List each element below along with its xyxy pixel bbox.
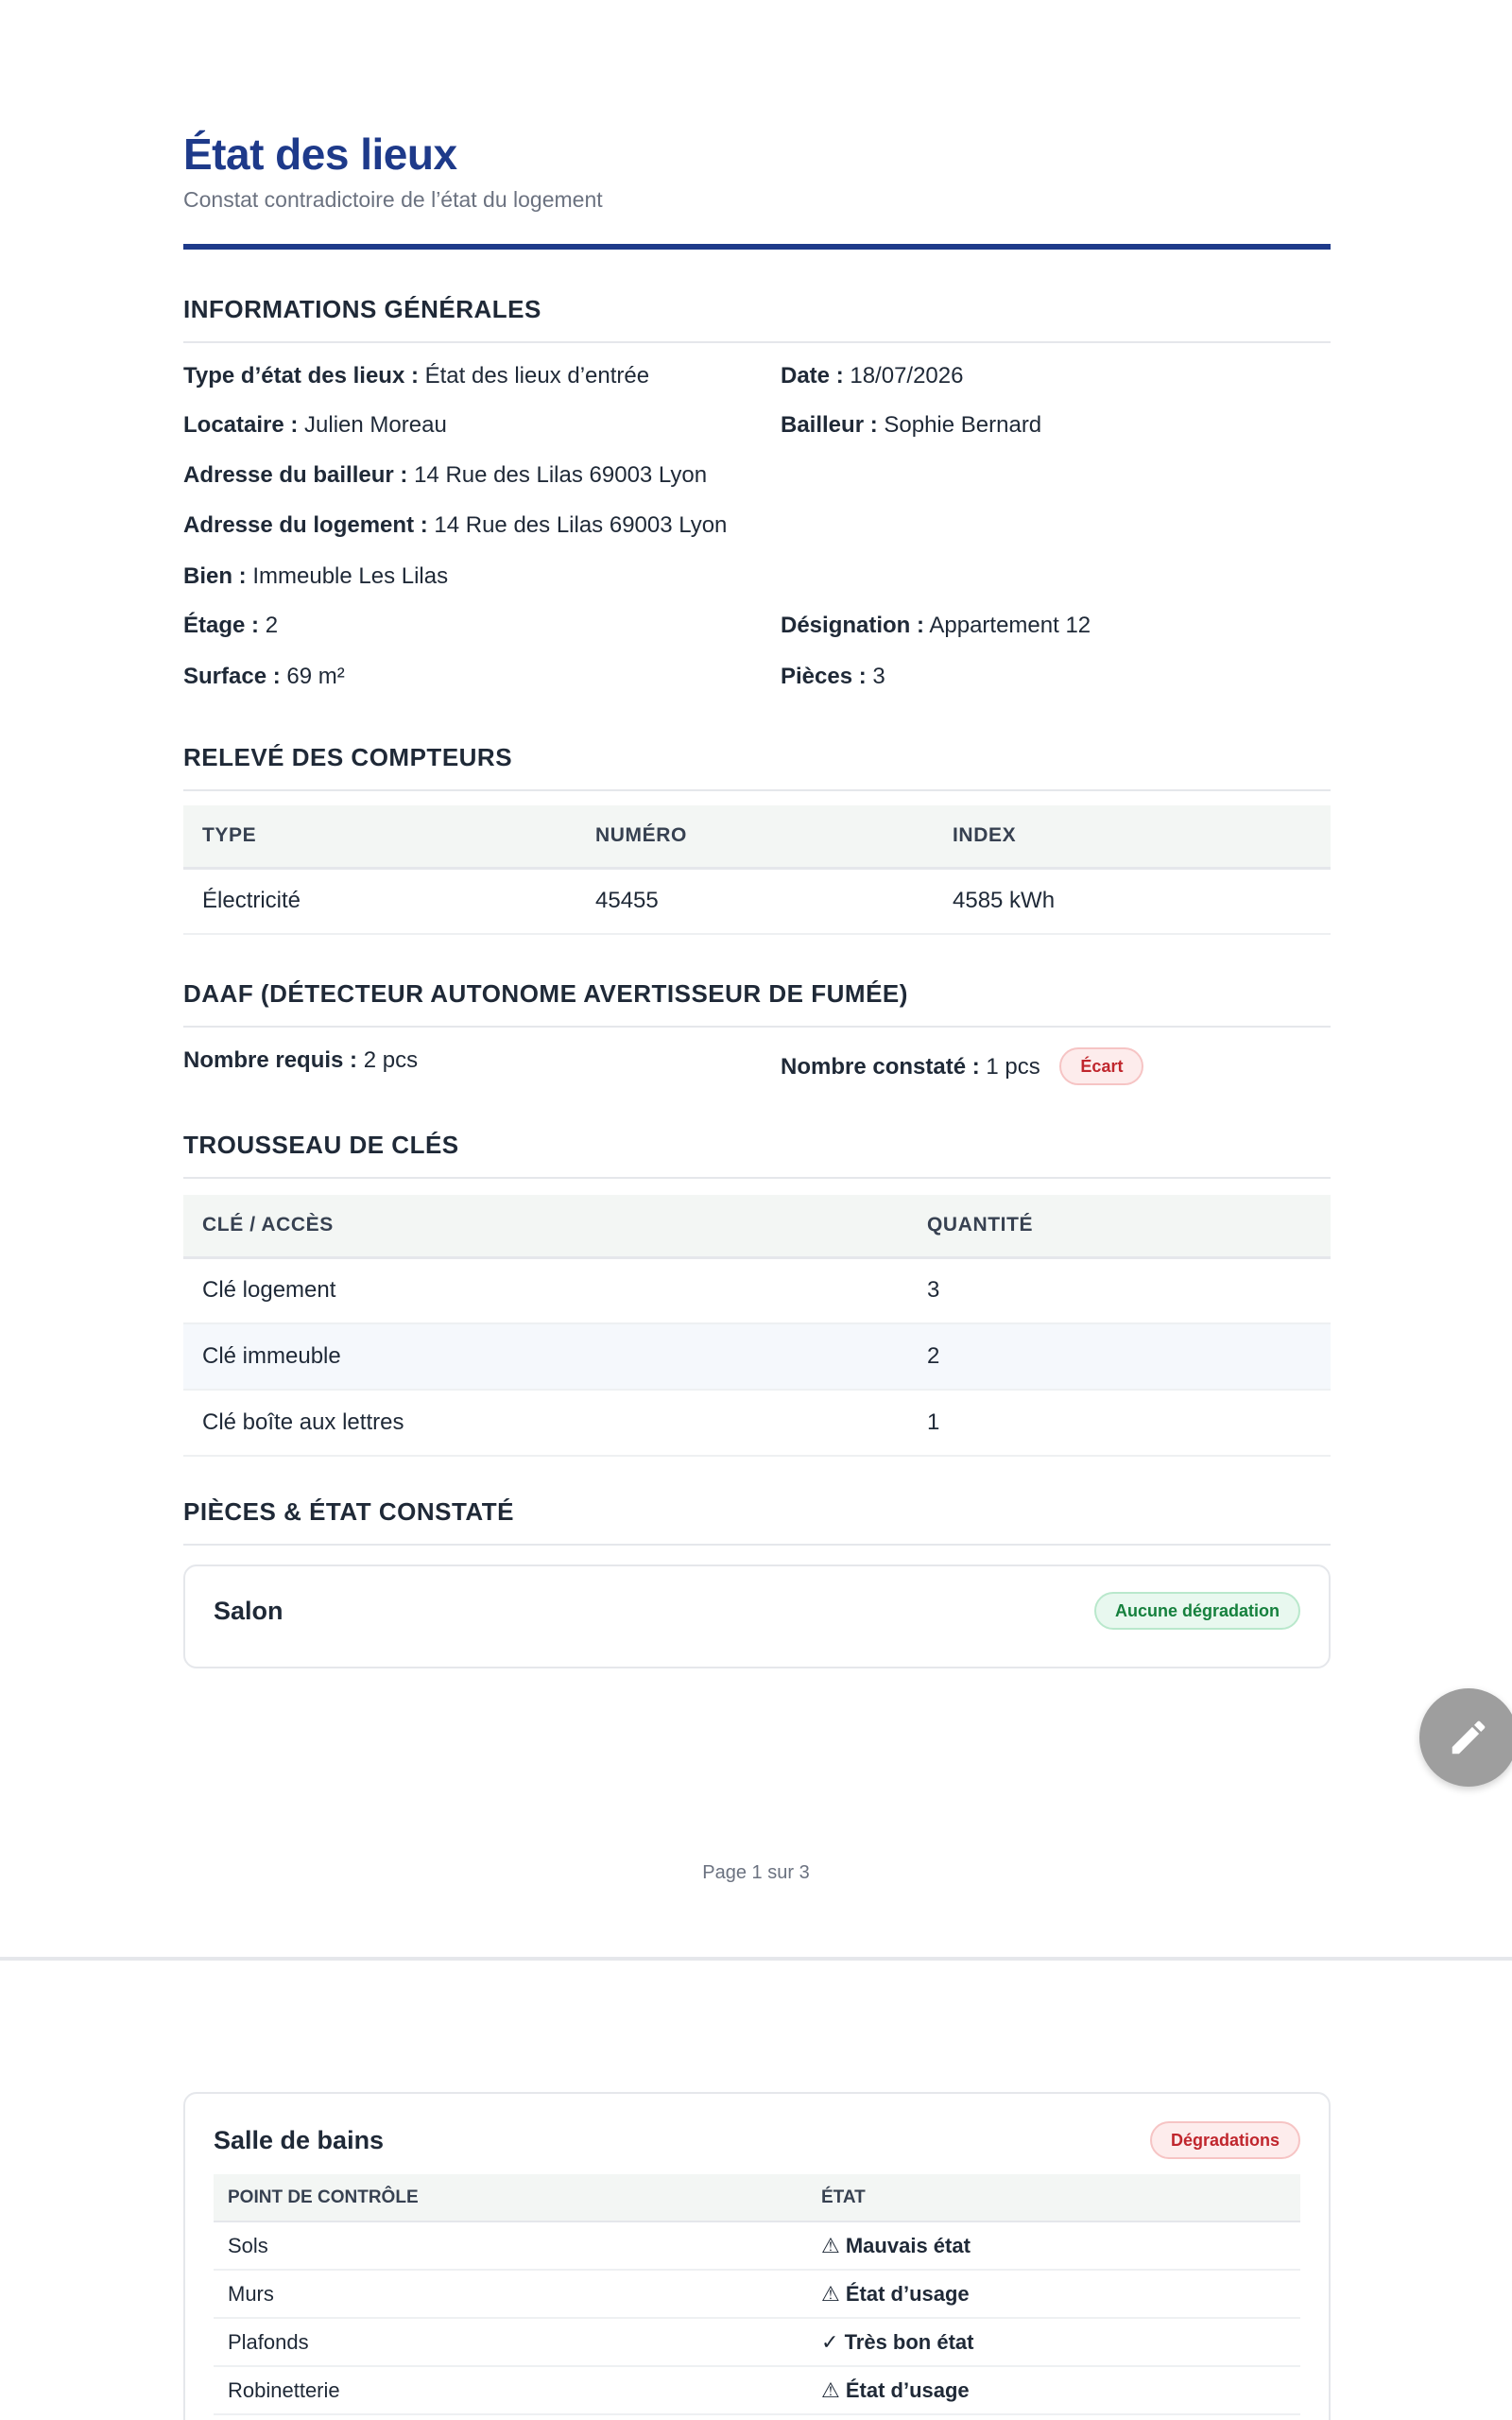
field-label: Désignation : — [781, 613, 925, 638]
section-title-general: INFORMATIONS GÉNÉRALES — [183, 295, 1331, 343]
section-title-keys: TROUSSEAU DE CLÉS — [183, 1131, 1331, 1179]
field-housing-address — [183, 512, 727, 539]
field-label: Adresse du logement : — [183, 512, 428, 538]
field-value: 2 pcs — [363, 1047, 419, 1073]
section-title-meters: RELEVÉ DES COMPTEURS — [183, 743, 1331, 791]
document-subtitle: Constat contradictoire de l’état du logement — [183, 187, 603, 212]
cell-meter-type: Électricité — [183, 868, 576, 934]
room-card-salon — [183, 1564, 1331, 1668]
field-label: Pièces : — [781, 664, 867, 689]
field-label: Étage : — [183, 613, 260, 638]
status-badge-gap: Écart — [1059, 1047, 1143, 1085]
table-row — [214, 2318, 1300, 2366]
cell-meter-index: 4585 kWh — [934, 868, 1331, 934]
column-header-index: INDEX — [934, 805, 1331, 868]
cell-key-name: Clé boîte aux lettres — [183, 1390, 908, 1456]
table-row — [183, 868, 1331, 934]
table-row — [214, 2221, 1300, 2270]
field-label: Nombre requis : — [183, 1047, 358, 1073]
state-label: État d’usage — [845, 2377, 970, 2402]
field-daaf-required — [183, 1047, 418, 1074]
section-title-daaf: DAAF (DÉTECTEUR AUTONOME AVERTISSEUR DE FUMÉE) — [183, 979, 1331, 1028]
status-badge-damages: Dégradations — [1150, 2121, 1300, 2159]
warning-icon: ⚠ — [821, 2377, 840, 2402]
column-header-state: ÉTAT — [807, 2174, 1300, 2221]
edit-button[interactable] — [1419, 1688, 1512, 1787]
column-header-number: NUMÉRO — [576, 805, 934, 868]
page-number: Page 1 sur 3 — [702, 1862, 810, 1883]
field-value: 2 — [265, 613, 279, 638]
field-value: 1 pcs — [986, 1054, 1040, 1080]
cell-state — [807, 2366, 1300, 2414]
field-date — [781, 363, 963, 389]
field-daaf-found — [781, 1047, 1143, 1085]
table-row — [183, 1257, 1331, 1323]
keys-table — [183, 1195, 1331, 1457]
cell-key-quantity: 2 — [908, 1323, 1331, 1390]
cell-key-name: Clé logement — [183, 1257, 908, 1323]
field-label: Nombre constaté : — [781, 1054, 980, 1080]
warning-icon: ⚠ — [821, 2233, 840, 2257]
field-rooms — [781, 664, 885, 690]
checks-table — [214, 2174, 1300, 2415]
field-label: Type d’état des lieux : — [183, 363, 419, 389]
column-header-key: CLÉ / ACCÈS — [183, 1195, 908, 1257]
field-value: 14 Rue des Lilas 69003 Lyon — [414, 462, 708, 488]
cell-key-quantity: 3 — [908, 1257, 1331, 1323]
field-value: Sophie Bernard — [884, 412, 1042, 438]
section-title-rooms: PIÈCES & ÉTAT CONSTATÉ — [183, 1497, 1331, 1546]
field-surface — [183, 664, 345, 690]
state-label: État d’usage — [845, 2281, 970, 2306]
state-label: Mauvais état — [845, 2233, 971, 2257]
field-label: Surface : — [183, 664, 281, 689]
cell-key-quantity: 1 — [908, 1390, 1331, 1456]
document-title: État des lieux — [183, 130, 457, 179]
table-row — [214, 2270, 1300, 2318]
check-icon: ✓ — [821, 2329, 839, 2354]
field-label: Date : — [781, 363, 844, 389]
room-name: Salon — [214, 1597, 284, 1625]
column-header-type: TYPE — [183, 805, 576, 868]
field-label: Bailleur : — [781, 412, 878, 438]
field-value: Julien Moreau — [304, 412, 447, 438]
cell-checkpoint: Murs — [214, 2270, 807, 2318]
field-value: État des lieux d’entrée — [424, 363, 650, 389]
field-label: Bien : — [183, 563, 247, 589]
field-value: 3 — [872, 664, 885, 689]
cell-state — [807, 2221, 1300, 2270]
cell-checkpoint: Sols — [214, 2221, 807, 2270]
field-type — [183, 363, 649, 389]
room-card-bathroom — [183, 2092, 1331, 2420]
field-value: 69 m² — [286, 664, 345, 689]
cell-state — [807, 2270, 1300, 2318]
cell-state — [807, 2318, 1300, 2366]
page-separator — [0, 1957, 1512, 1961]
warning-icon: ⚠ — [821, 2281, 840, 2306]
table-row — [183, 1323, 1331, 1390]
table-header-row — [183, 1195, 1331, 1257]
column-header-checkpoint: POINT DE CONTRÔLE — [214, 2174, 807, 2221]
field-landlord — [781, 412, 1041, 439]
cell-meter-number: 45455 — [576, 868, 934, 934]
cell-key-name: Clé immeuble — [183, 1323, 908, 1390]
field-value: 18/07/2026 — [850, 363, 964, 389]
field-value: 14 Rue des Lilas 69003 Lyon — [434, 512, 728, 538]
table-row — [183, 1390, 1331, 1456]
field-label: Locataire : — [183, 412, 299, 438]
cell-checkpoint: Robinetterie — [214, 2366, 807, 2414]
field-property — [183, 563, 448, 590]
room-name: Salle de bains — [214, 2126, 385, 2154]
field-designation — [781, 613, 1091, 639]
field-floor — [183, 613, 278, 639]
field-label: Adresse du bailleur : — [183, 462, 408, 488]
pencil-icon — [1447, 1716, 1490, 1759]
table-header-row — [183, 805, 1331, 868]
table-row — [214, 2366, 1300, 2414]
field-value: Appartement 12 — [929, 613, 1091, 638]
field-value: Immeuble Les Lilas — [252, 563, 449, 589]
field-tenant — [183, 412, 447, 439]
table-header-row — [214, 2174, 1300, 2221]
field-landlord-address — [183, 462, 707, 489]
column-header-quantity: QUANTITÉ — [908, 1195, 1331, 1257]
title-divider — [183, 244, 1331, 250]
state-label: Très bon état — [844, 2329, 974, 2354]
status-badge-no-damage: Aucune dégradation — [1094, 1592, 1300, 1630]
meters-table — [183, 805, 1331, 935]
cell-checkpoint: Plafonds — [214, 2318, 807, 2366]
